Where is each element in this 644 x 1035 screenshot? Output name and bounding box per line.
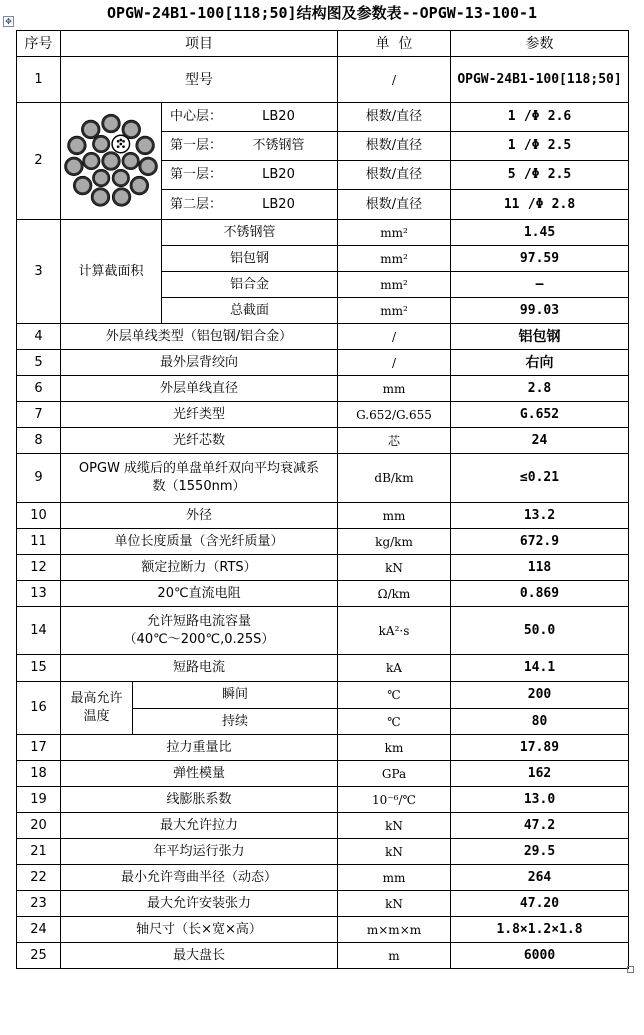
row-name bbox=[61, 607, 338, 655]
layer-cell bbox=[162, 190, 338, 220]
row-unit: 芯 bbox=[338, 428, 451, 454]
section-value: 97.59 bbox=[451, 246, 629, 272]
row-value: 17.89 bbox=[451, 735, 629, 761]
row-name: 最大允许拉力 bbox=[61, 813, 338, 839]
row-value: 0.869 bbox=[451, 581, 629, 607]
row-unit: km bbox=[338, 735, 451, 761]
row-value: 2.8 bbox=[451, 376, 629, 402]
row-no: 19 bbox=[17, 787, 61, 813]
row-value: 铝包钢 bbox=[451, 324, 629, 350]
row-name: 光纤类型 bbox=[61, 402, 338, 428]
layer-diameter: 2.8 bbox=[551, 196, 576, 212]
layer-count: 1 bbox=[507, 109, 516, 124]
row-value: 29.5 bbox=[451, 839, 629, 865]
layer-count: 1 bbox=[507, 138, 516, 153]
layer-unit: 根数/直径 bbox=[338, 132, 451, 161]
layer-diameter: 2.6 bbox=[547, 109, 572, 124]
row-unit: m×m×m bbox=[338, 917, 451, 943]
row-unit: / bbox=[338, 350, 451, 376]
layer-type: LB20 bbox=[262, 167, 295, 182]
row-value: 6000 bbox=[451, 943, 629, 969]
row-unit: / bbox=[338, 57, 451, 103]
row-no: 1 bbox=[17, 57, 61, 103]
row-no: 20 bbox=[17, 813, 61, 839]
row-name: 弹性模量 bbox=[61, 761, 338, 787]
wire-circle bbox=[85, 155, 98, 168]
row-no: 11 bbox=[17, 529, 61, 555]
row-no: 25 bbox=[17, 943, 61, 969]
phi-symbol: /Φ bbox=[523, 109, 540, 124]
wire-circle bbox=[133, 179, 147, 193]
layer-diameter: 2.5 bbox=[547, 138, 572, 153]
row-name: 最大盘长 bbox=[61, 943, 338, 969]
section-unit: mm² bbox=[338, 246, 451, 272]
row-value: 50.0 bbox=[451, 607, 629, 655]
layer-value bbox=[451, 132, 629, 161]
table-row bbox=[17, 839, 629, 865]
row-name: 短路电流 bbox=[61, 655, 338, 682]
table-row bbox=[17, 428, 629, 454]
cable-cross-section-icon bbox=[61, 105, 161, 217]
wire-circle bbox=[104, 117, 118, 131]
row-value: G.652 bbox=[451, 402, 629, 428]
wire-circle bbox=[76, 179, 90, 193]
wire-circle bbox=[70, 139, 83, 153]
layer-name: 第二层： bbox=[170, 196, 223, 212]
wire-circle bbox=[95, 138, 108, 151]
section-item: 总截面 bbox=[162, 298, 338, 324]
wire-circle bbox=[95, 172, 108, 185]
row-no: 24 bbox=[17, 917, 61, 943]
wire-circle bbox=[84, 123, 98, 137]
row-no: 5 bbox=[17, 350, 61, 376]
row-unit: 10⁻⁶/℃ bbox=[338, 787, 451, 813]
wire-circle bbox=[117, 140, 120, 143]
row-no: 22 bbox=[17, 865, 61, 891]
row-no: 23 bbox=[17, 891, 61, 917]
row-unit: kg/km bbox=[338, 529, 451, 555]
wire-circle bbox=[124, 155, 137, 168]
row-name: 型号 bbox=[61, 57, 338, 103]
row-unit: mm bbox=[338, 865, 451, 891]
row-name: 外层单线类型（铝包钢/铝合金） bbox=[61, 324, 338, 350]
table-row bbox=[17, 813, 629, 839]
wire-circle bbox=[122, 145, 125, 148]
layer-name: 第一层： bbox=[170, 138, 223, 153]
layer-type: 不锈钢管 bbox=[252, 138, 305, 153]
table-row bbox=[17, 503, 629, 529]
phi-symbol: /Φ bbox=[523, 167, 540, 182]
header-no: 序号 bbox=[17, 31, 61, 57]
wire-circle bbox=[119, 143, 122, 146]
table-row bbox=[17, 57, 629, 103]
table-row bbox=[17, 761, 629, 787]
temp-label bbox=[61, 682, 133, 735]
row-value: 14.1 bbox=[451, 655, 629, 682]
wire-circle bbox=[104, 154, 118, 168]
row-no: 8 bbox=[17, 428, 61, 454]
temp-item: 持续 bbox=[133, 709, 338, 735]
layer-value bbox=[451, 161, 629, 190]
temp-label-line: 最高允许 bbox=[70, 691, 123, 706]
table-row bbox=[17, 682, 629, 709]
wire-circle bbox=[67, 160, 81, 174]
wire-circle bbox=[117, 145, 120, 148]
row-name: 额定拉断力（RTS） bbox=[61, 555, 338, 581]
section-label: 计算截面积 bbox=[61, 220, 162, 324]
wire-circle bbox=[125, 123, 139, 137]
section-value: — bbox=[451, 272, 629, 298]
temp-value: 200 bbox=[451, 682, 629, 709]
row-name-line: 允许短路电流容量 bbox=[146, 613, 251, 629]
phi-symbol: /Φ bbox=[527, 196, 544, 212]
layer-type: LB20 bbox=[262, 109, 295, 124]
row-no: 15 bbox=[17, 655, 61, 682]
row-value: 右向 bbox=[451, 350, 629, 376]
row-name-line: （40℃～200℃,0.25S） bbox=[123, 631, 275, 647]
layer-unit: 根数/直径 bbox=[338, 190, 451, 220]
layer-name: 中心层： bbox=[170, 109, 223, 124]
wire-circle bbox=[119, 139, 122, 142]
table-move-handle[interactable]: ✥ bbox=[3, 16, 14, 27]
row-name: 年平均运行张力 bbox=[61, 839, 338, 865]
row-name: 20℃直流电阻 bbox=[61, 581, 338, 607]
table-row bbox=[17, 865, 629, 891]
table-row bbox=[17, 350, 629, 376]
section-item: 铝合金 bbox=[162, 272, 338, 298]
page-title: OPGW-24B1-100[118;50]结构图及参数表--OPGW-13-100-1 bbox=[106, 4, 538, 22]
row-no: 14 bbox=[17, 607, 61, 655]
row-unit: mm bbox=[338, 376, 451, 402]
row-value: 47.2 bbox=[451, 813, 629, 839]
layer-cell bbox=[162, 103, 338, 132]
cross-section-diagram bbox=[61, 103, 162, 220]
row-value: 1.8×1.2×1.8 bbox=[451, 917, 629, 943]
row-unit: kN bbox=[338, 891, 451, 917]
row-name: 线膨胀系数 bbox=[61, 787, 338, 813]
temp-unit: ℃ bbox=[338, 682, 451, 709]
temp-value: 80 bbox=[451, 709, 629, 735]
row-no: 10 bbox=[17, 503, 61, 529]
row-name: 光纤芯数 bbox=[61, 428, 338, 454]
header-item: 项目 bbox=[61, 31, 338, 57]
row-unit: kN bbox=[338, 839, 451, 865]
row-no: 12 bbox=[17, 555, 61, 581]
row-no: 9 bbox=[17, 454, 61, 503]
table-row bbox=[17, 943, 629, 969]
row-value: 672.9 bbox=[451, 529, 629, 555]
section-item: 不锈钢管 bbox=[162, 220, 338, 246]
table-resize-handle[interactable] bbox=[627, 966, 634, 973]
layer-name: 第一层： bbox=[170, 167, 223, 182]
row-unit: / bbox=[338, 324, 451, 350]
layer-count: 11 bbox=[503, 196, 520, 212]
row-value: 13.2 bbox=[451, 503, 629, 529]
layer-value bbox=[451, 190, 629, 220]
table-row bbox=[17, 402, 629, 428]
wire-circle bbox=[94, 190, 108, 204]
temp-unit: ℃ bbox=[338, 709, 451, 735]
row-value: 162 bbox=[451, 761, 629, 787]
row-no: 4 bbox=[17, 324, 61, 350]
row-name-line: OPGW 成缆后的单盘单纤双向平均衰减系 bbox=[78, 461, 320, 476]
section-unit: mm² bbox=[338, 298, 451, 324]
row-name: 最大允许安装张力 bbox=[61, 891, 338, 917]
table-row bbox=[17, 607, 629, 655]
layer-diameter: 2.5 bbox=[547, 167, 572, 182]
table-row bbox=[17, 655, 629, 682]
wire-circle bbox=[115, 190, 129, 204]
row-value: 118 bbox=[451, 555, 629, 581]
row-no: 17 bbox=[17, 735, 61, 761]
layer-unit: 根数/直径 bbox=[338, 161, 451, 190]
section-unit: mm² bbox=[338, 272, 451, 298]
row-no: 18 bbox=[17, 761, 61, 787]
row-unit: kN bbox=[338, 813, 451, 839]
temp-label-line: 温度 bbox=[83, 709, 110, 724]
header-param: 参数 bbox=[451, 31, 629, 57]
table-row bbox=[17, 555, 629, 581]
row-unit: Ω/km bbox=[338, 581, 451, 607]
row-name: 最小允许弯曲半径（动态） bbox=[61, 865, 338, 891]
table-row bbox=[17, 220, 629, 246]
row-unit: kA²·s bbox=[338, 607, 451, 655]
wire-circle bbox=[115, 172, 128, 185]
row-no: 7 bbox=[17, 402, 61, 428]
wire-circle bbox=[141, 160, 155, 174]
layer-value bbox=[451, 103, 629, 132]
row-value: 264 bbox=[451, 865, 629, 891]
section-value: 99.03 bbox=[451, 298, 629, 324]
wire-circle bbox=[122, 140, 125, 143]
header-unit: 单 位 bbox=[338, 31, 451, 57]
layer-count: 5 bbox=[507, 167, 516, 182]
table-row bbox=[17, 735, 629, 761]
phi-symbol: /Φ bbox=[523, 138, 540, 153]
table-row bbox=[17, 103, 629, 132]
section-item: 铝包钢 bbox=[162, 246, 338, 272]
row-name bbox=[61, 454, 338, 503]
row-name-line: 数（1550nm） bbox=[152, 479, 246, 494]
row-no: 2 bbox=[17, 103, 61, 220]
row-value: OPGW-24B1-100[118;50] bbox=[451, 57, 629, 103]
wire-circle bbox=[138, 139, 152, 153]
row-no: 6 bbox=[17, 376, 61, 402]
layer-cell bbox=[162, 161, 338, 190]
row-unit: GPa bbox=[338, 761, 451, 787]
table-row bbox=[17, 376, 629, 402]
header-row bbox=[17, 31, 629, 57]
row-name: 外径 bbox=[61, 503, 338, 529]
table-row bbox=[17, 917, 629, 943]
row-unit: kN bbox=[338, 555, 451, 581]
row-no: 16 bbox=[17, 682, 61, 735]
row-name: 最外层背绞向 bbox=[61, 350, 338, 376]
row-name: 单位长度质量（含光纤质量） bbox=[61, 529, 338, 555]
table-row bbox=[17, 581, 629, 607]
layer-unit: 根数/直径 bbox=[338, 103, 451, 132]
layer-cell bbox=[162, 132, 338, 161]
row-name: 拉力重量比 bbox=[61, 735, 338, 761]
temp-item: 瞬间 bbox=[133, 682, 338, 709]
table-row bbox=[17, 891, 629, 917]
row-name: 外层单线直径 bbox=[61, 376, 338, 402]
row-unit: G.652/G.655 bbox=[338, 402, 451, 428]
table-row bbox=[17, 324, 629, 350]
table-row bbox=[17, 454, 629, 503]
row-unit: kA bbox=[338, 655, 451, 682]
table-row bbox=[17, 787, 629, 813]
row-name: 轴尺寸（长×宽×高） bbox=[61, 917, 338, 943]
row-unit: mm bbox=[338, 503, 451, 529]
section-value: 1.45 bbox=[451, 220, 629, 246]
section-unit: mm² bbox=[338, 220, 451, 246]
row-value: 47.20 bbox=[451, 891, 629, 917]
row-value: 13.0 bbox=[451, 787, 629, 813]
layer-type: LB20 bbox=[262, 196, 295, 212]
row-value: ≤0.21 bbox=[451, 454, 629, 503]
row-no: 3 bbox=[17, 220, 61, 324]
parameter-table bbox=[16, 30, 629, 969]
row-unit: m bbox=[338, 943, 451, 969]
row-no: 13 bbox=[17, 581, 61, 607]
row-unit: dB/km bbox=[338, 454, 451, 503]
row-no: 21 bbox=[17, 839, 61, 865]
row-value: 24 bbox=[451, 428, 629, 454]
table-row bbox=[17, 529, 629, 555]
